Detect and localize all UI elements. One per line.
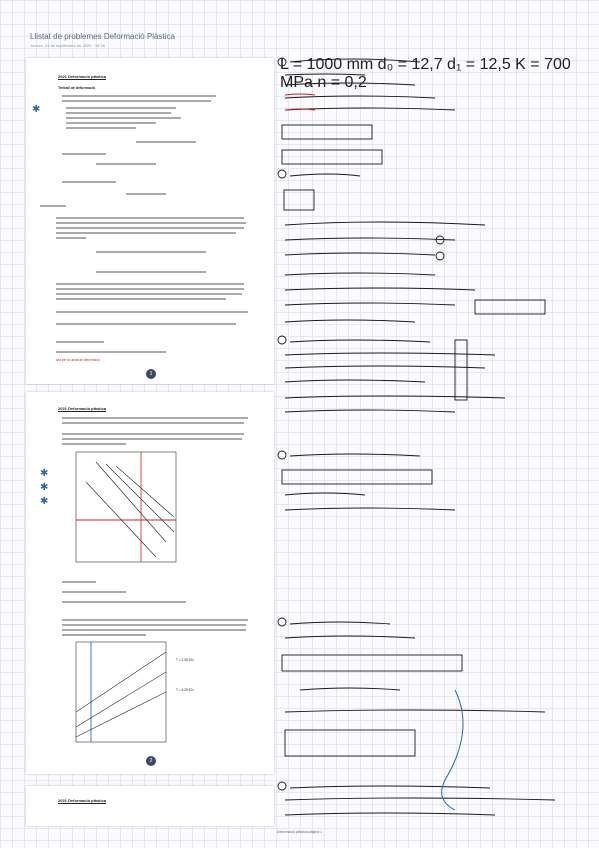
page-footer: Deformació plàstica pàgina 1 [276,830,323,834]
section-title: 2021 Deformació plàstica [58,798,107,803]
star-icon: ✱ [40,482,49,493]
star-icon: ✱ [32,104,41,115]
red-note: Ara per la unitat de deformació. [56,358,101,362]
chart-label: T = 4.26·10¹¹ [176,688,195,692]
page-number-badge[interactable]: 2 [146,756,156,766]
section-title: 2021 Deformació plàstica [58,74,107,79]
star-icon: ✱ [40,468,49,479]
section-title: 2021 Deformació plàstica [58,406,107,411]
star-icon: ✱ [40,496,49,507]
document-date: Jueves, 24 de septiembre de 2020 · 16:36 [30,43,105,48]
document-title: Llistat de problemes Deformació Plàstica [30,32,175,41]
chart-label: T = 2.35·10¹¹ [176,658,195,662]
page-number-badge[interactable]: 1 [146,369,156,379]
subsection-title: Treball de deformació [58,86,96,90]
handwritten-problem-1: L = 1000 mm d₀ = 12,7 d₁ = 12,5 K = 700 MPa n = 0,2 [280,56,571,91]
